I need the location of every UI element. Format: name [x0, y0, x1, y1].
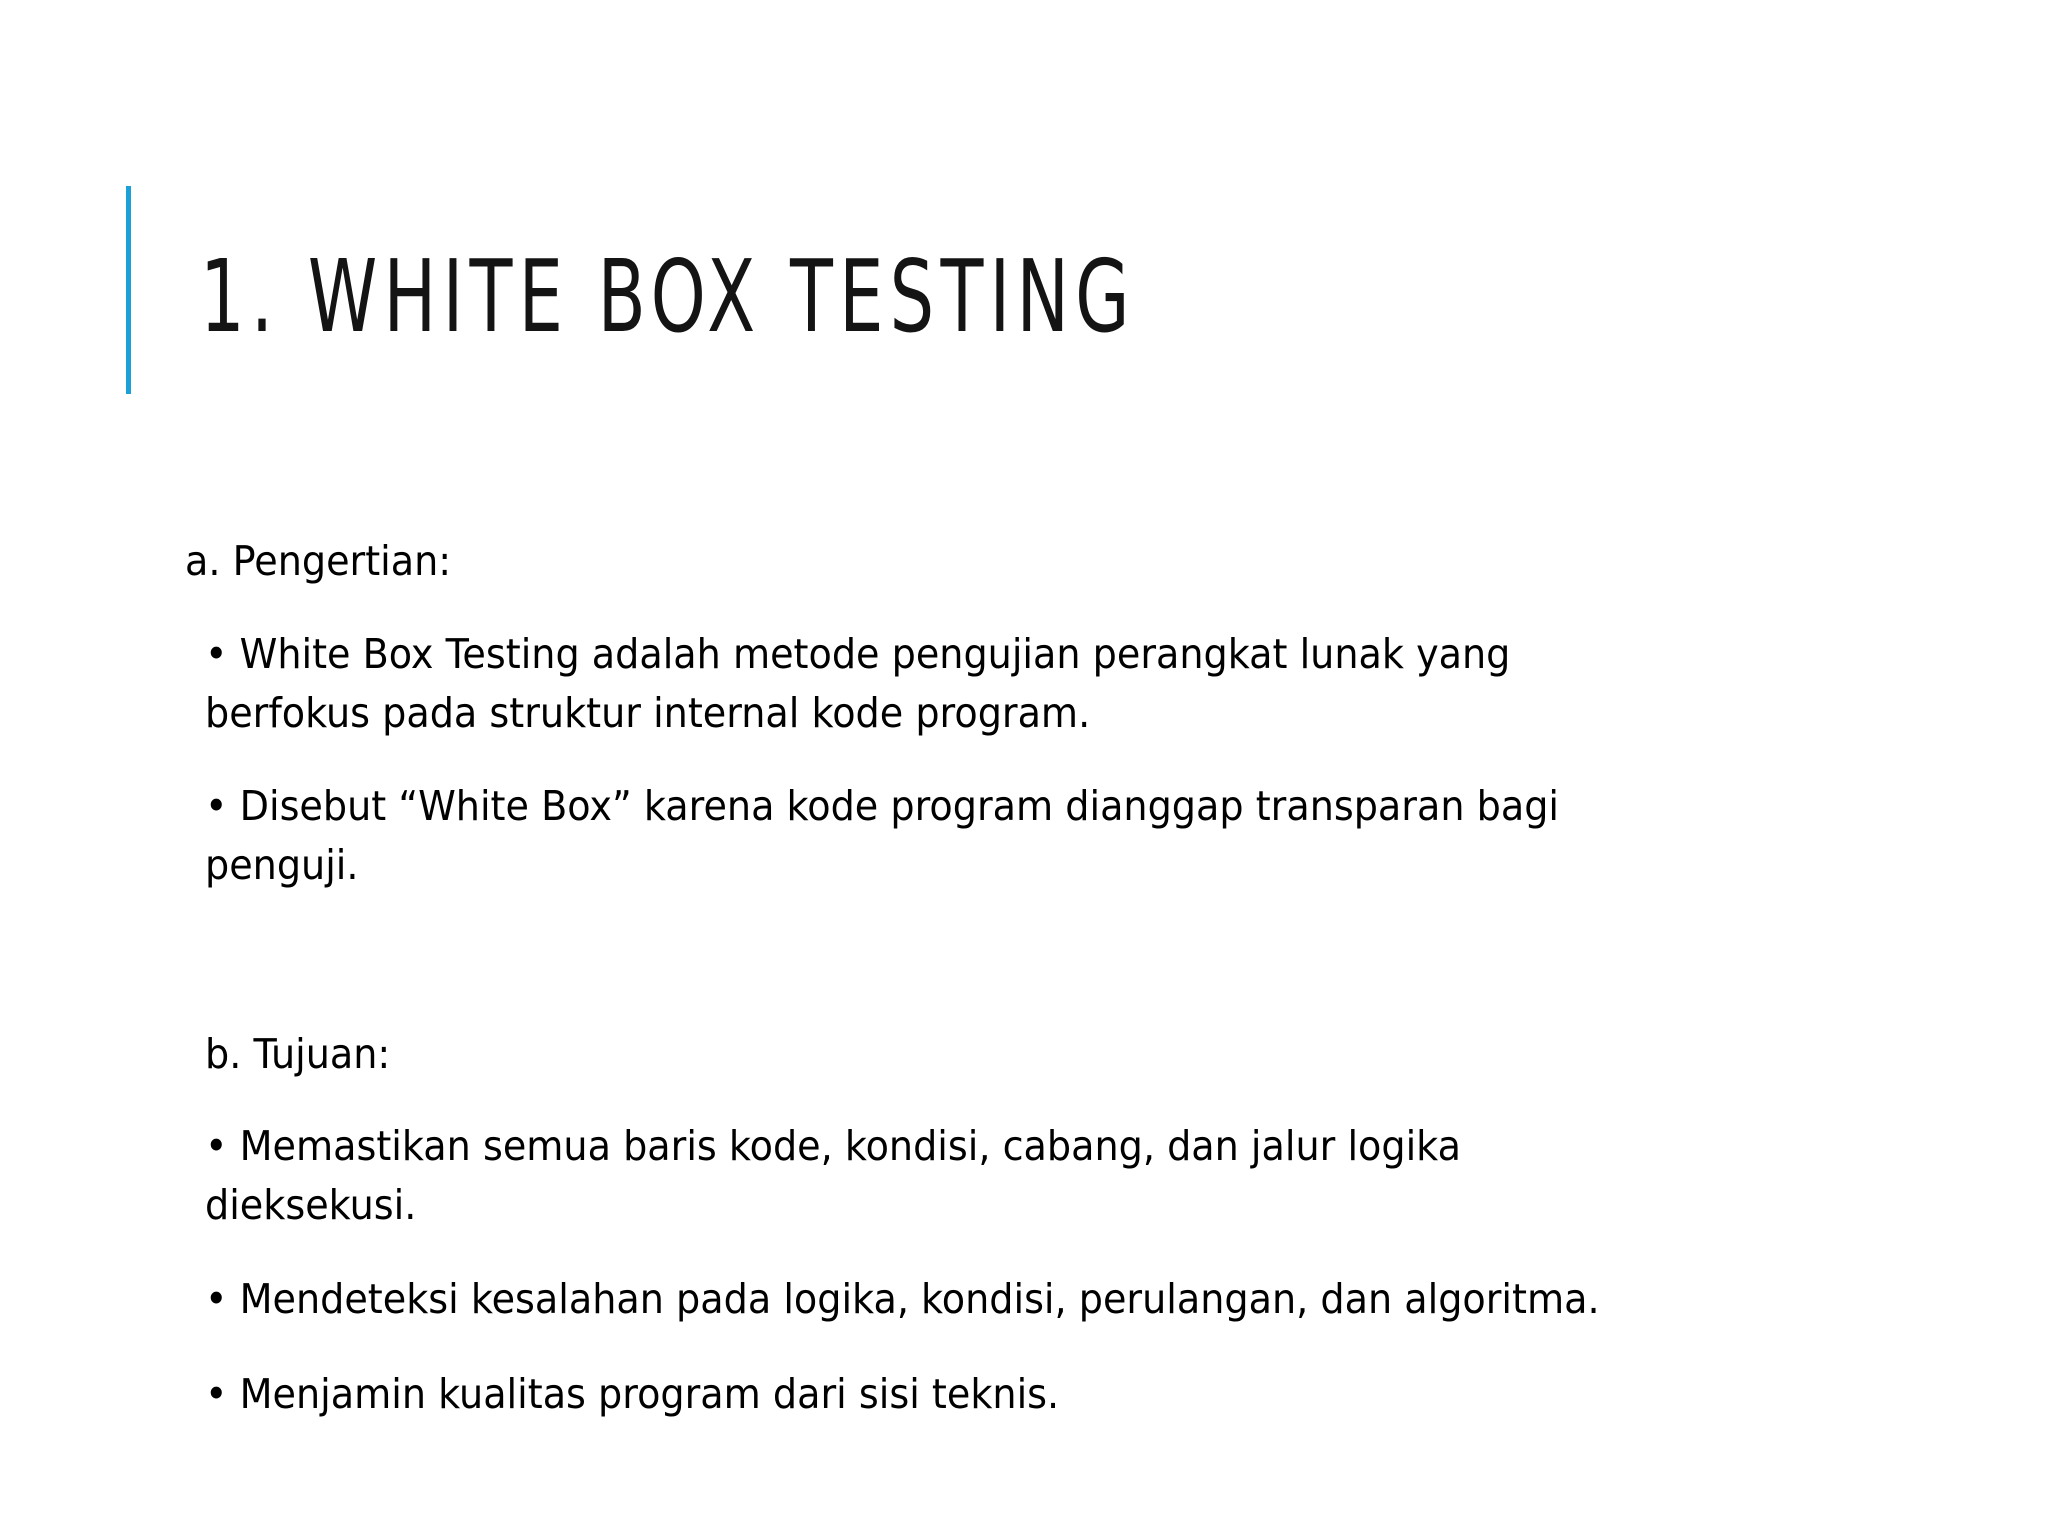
bullet-pengertian-1-line-1: • White Box Testing adalah metode pengujian perangkat lunak yang — [205, 630, 1511, 678]
bullet-pengertian-1-line-2: berfokus pada struktur internal kode program. — [205, 689, 1091, 737]
slide-title: 1. WHITE BOX TESTING — [200, 238, 1136, 355]
bullet-tujuan-3: • Menjamin kualitas program dari sisi teknis. — [205, 1370, 1060, 1418]
bullet-tujuan-2: • Mendeteksi kesalahan pada logika, kondisi, perulangan, dan algoritma. — [205, 1275, 1600, 1323]
section-heading-pengertian: a. Pengertian: — [185, 537, 452, 585]
bullet-pengertian-2-line-2: penguji. — [205, 841, 359, 889]
section-heading-tujuan: b. Tujuan: — [205, 1030, 391, 1078]
bullet-tujuan-1-line-2: dieksekusi. — [205, 1181, 417, 1229]
bullet-tujuan-1-line-1: • Memastikan semua baris kode, kondisi, cabang, dan jalur logika — [205, 1122, 1461, 1170]
bullet-pengertian-2-line-1: • Disebut “White Box” karena kode program dianggap transparan bagi — [205, 782, 1559, 830]
